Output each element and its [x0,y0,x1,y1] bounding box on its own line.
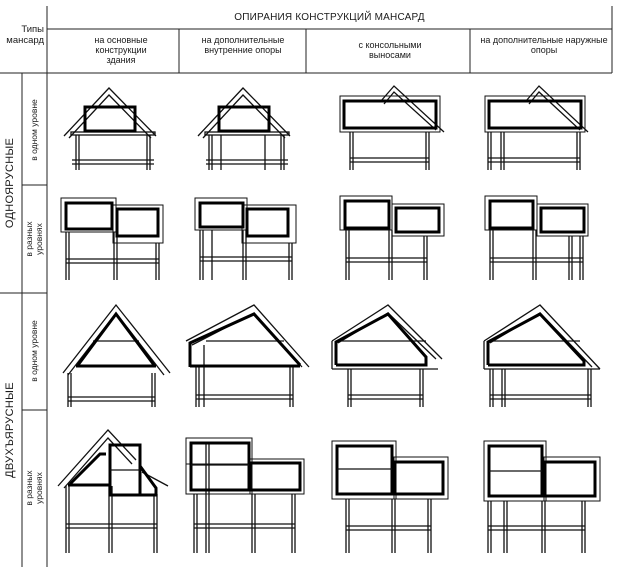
drawing-split-level-cantilever [336,194,456,284]
drawing-two-tier-split-level-inner-supports [184,426,308,556]
drawing-single-level-main-supports [58,84,178,174]
drawing-two-tier-split-level-main-supports [56,426,176,556]
main-title: ОПИРАНИЯ КОНСТРУКЦИЙ МАНСАРД [234,12,425,23]
drawing-two-tier-split-level-cantilever [330,426,454,556]
drawing-two-tier-single-level-outer-supports [482,301,606,411]
drawing-split-level-inner-supports [192,194,312,284]
column-header-cantilever: с консольными выносами [358,40,422,60]
drawing-split-level-outer-supports [482,194,602,284]
row-label-single-tier-split-level: в разных уровнях [24,221,44,257]
drawing-two-tier-single-level-inner-supports [184,301,314,411]
column-header-inner-supports: на дополнительные внутренние опоры [201,35,285,55]
drawing-single-level-cantilever [336,84,456,174]
row-label-two-tier-split-level: в разных уровнях [24,470,44,506]
drawing-single-level-inner-supports [192,84,312,174]
row-group-single-tier: ОДНОЯРУСНЫЕ [4,137,16,229]
column-header-main-supports: на основные конструкции здания [94,35,148,65]
drawing-two-tier-single-level-cantilever [330,301,450,411]
drawing-split-level-main-supports [58,194,178,284]
drawing-two-tier-single-level-main-supports [58,301,178,411]
types-label: Типы мансард [6,24,44,46]
drawing-two-tier-split-level-outer-supports [482,426,606,556]
row-group-two-tier: ДВУХЪЯРУСНЫЕ [4,382,16,478]
drawing-single-level-outer-supports [482,84,602,174]
column-header-outer-supports: на дополнительные наружные опоры [480,35,608,55]
row-label-single-tier-one-level: в одном уровне [29,99,39,161]
row-label-two-tier-one-level: в одном уровне [29,320,39,382]
